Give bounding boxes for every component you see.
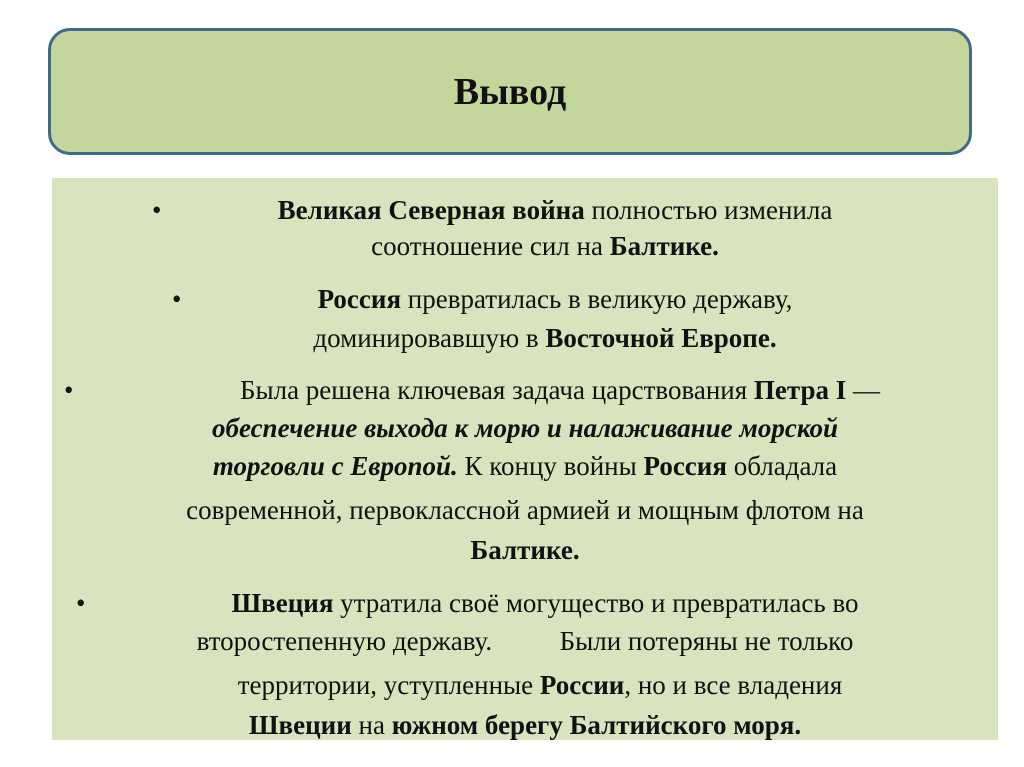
bullet: • bbox=[172, 284, 182, 314]
text-line bbox=[52, 230, 998, 262]
text-segment: , но и все владения bbox=[624, 670, 843, 700]
content-box bbox=[52, 178, 998, 740]
text-line bbox=[52, 194, 998, 226]
text-segment: Россия bbox=[317, 284, 402, 314]
text-line bbox=[52, 534, 998, 566]
text-line bbox=[52, 322, 998, 354]
slide-title: Вывод bbox=[453, 70, 567, 113]
text-segment: обладала bbox=[726, 451, 838, 481]
text-segment: территории, уступленные bbox=[237, 670, 540, 700]
text-segment: торговли с Европой. bbox=[212, 451, 458, 481]
text-line bbox=[52, 450, 998, 482]
text-segment: К концу войны bbox=[457, 451, 644, 481]
text-segment: Россия bbox=[643, 451, 727, 481]
bullet: • bbox=[152, 195, 162, 225]
text-segment: Петра I bbox=[753, 375, 847, 405]
text-segment: превратилась в великую державу, bbox=[401, 284, 793, 314]
text-segment: — bbox=[846, 375, 881, 405]
text-line bbox=[52, 494, 998, 526]
text-line bbox=[52, 374, 998, 406]
text-segment: соотношение сил на bbox=[371, 231, 610, 261]
text-line bbox=[52, 283, 998, 315]
text-segment: России bbox=[539, 670, 625, 700]
text-segment: Швеции bbox=[248, 710, 352, 740]
title-box bbox=[48, 28, 972, 155]
text-segment: Великая Северная война bbox=[277, 195, 585, 225]
bullet: • bbox=[76, 588, 86, 618]
text-segment: Швеция bbox=[231, 588, 334, 618]
text-segment: современной, первоклассной армией и мощным флотом на bbox=[186, 495, 864, 525]
text-line bbox=[52, 625, 998, 657]
text-segment: Восточной Европе. bbox=[545, 323, 777, 353]
text-line bbox=[52, 412, 998, 444]
text-segment: Балтике. bbox=[609, 231, 719, 261]
text-segment: обеспечение выхода к морю и налаживание морской bbox=[211, 413, 839, 443]
text-segment: на bbox=[351, 710, 392, 740]
bullet: • bbox=[64, 375, 74, 405]
text-segment: Была решена ключевая задача царствования bbox=[239, 375, 754, 405]
text-segment: Балтике. bbox=[470, 535, 580, 565]
text-segment: утратила своё могущество и превратилась во bbox=[333, 588, 859, 618]
text-segment: полностью изменила bbox=[584, 195, 833, 225]
text-segment: южном берегу Балтийского моря. bbox=[391, 710, 802, 740]
text-segment: второстепенную державу. Были потеряны не только bbox=[196, 626, 854, 656]
text-line bbox=[52, 709, 998, 741]
text-line bbox=[52, 587, 998, 619]
text-segment: доминировавшую в bbox=[313, 323, 546, 353]
text-line bbox=[52, 669, 998, 701]
